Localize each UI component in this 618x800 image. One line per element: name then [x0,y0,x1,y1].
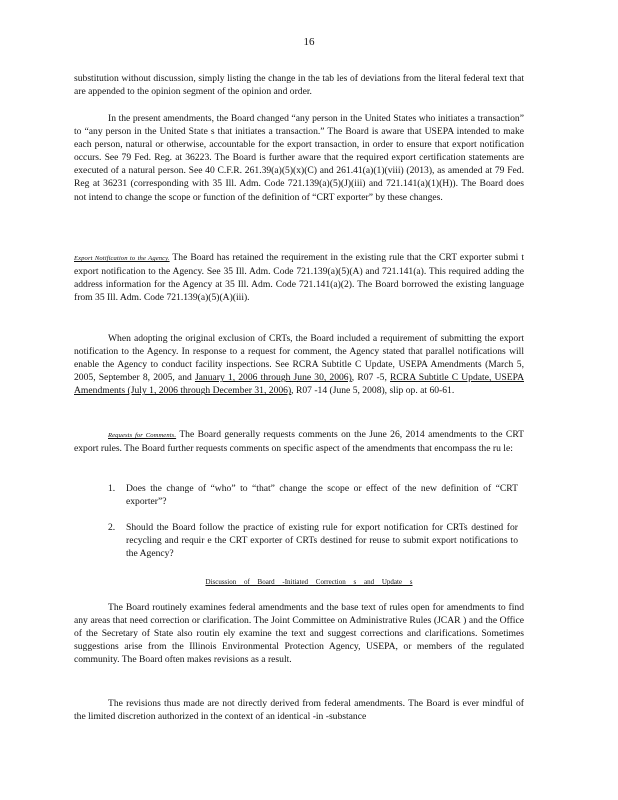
list-item [108,521,518,560]
citation-underlined-2: RCRA Subtitle C Update, USEPA Amendments (July 1, 2006 through December 31, 2006) [74,372,525,397]
heading-export-notification: Export Notification to the Agency. [74,255,170,262]
paragraph-requests-comments-text: The Board generally requests comments on the June 26, 2014 amendments to the CRT export rules. The Board further requests comments on specific aspect of the amendments that encompass the ru le: [74,429,525,455]
list-item [108,482,518,508]
list-item-number: 2. [108,522,116,534]
list-item-text: Does the change of “who” to “that” change the scope or effect of the new definition of “CRT exporter”? [126,483,518,508]
paragraph-revisions: The revisions thus made are not directly derived from federal amendments. The Board is ever mindful of the limited discretion authorized in the context of an identical -in -substance [74,698,524,723]
list-item-text: Should the Board follow the practice of existing rule for export notification for CRTs destined for recycling and requir e the CRT exporter of CRTs destined for reuse to submit export notifications to the Agency? [126,522,518,560]
section-heading: Discussion of Board -Initiated Correction s and Update s [205,578,413,586]
citation-underlined-1: January 1, 2006 through June 30, 2006) [194,372,352,384]
paragraph-export-notification [74,251,524,304]
paragraph-original-exclusion [74,332,524,397]
citation-docket-1: , R07 -5, [351,372,390,384]
question-list [108,482,518,560]
paragraph-export-notification-text: The Board has retained the requirement in the existing rule that the CRT exporter submi t export notification to the Agency. See 35 Ill. Adm. Code 721.139(a)(5)(A) and 721.141(a). This required adding the address information for the Agency at 35 Ill. Adm. Code 721.141(a)(2). The Board borrowed the existing language from 35 Ill. Adm. Code 721.139(a)(5)(A)(iii). [74,252,524,304]
page-number: 16 [303,36,315,48]
paragraph-substitution: substitution without discussion, simply listing the change in the tab les of deviations from the literal federal text that are appended to the opinion segment of the opinion and order. [74,73,524,98]
paragraph-routine-examination: The Board routinely examines federal amendments and the base text of rules open for amendments to find any areas that need correction or clarification. The Joint Committee on Administrative Rules (JCAR ) and the Office of the Secretary of State also routin ely examine the text and suggest corrections and clarifications. Sometimes suggestions arise from the Illinois Environmental Protection Agency, USEPA, or members of the regulated community. The Board often makes revisions as a result. [74,602,524,666]
paragraph-requests-comments [74,428,524,455]
original-exclusion-text: When adopting the original exclusion of CRTs, the Board included a requirement of submitting the export notification to the Agency. In response to a request for comment, the Agency stated that parallel notifications will enable the Agency to conduct facility inspections. See RCRA Subtitle C Update, USEPA Amendments (March 5, 2005, September 8, 2005, and [74,333,524,384]
paragraph-amendments: In the present amendments, the Board changed “any person in the United States who initiates a transaction” to “any person in the United State s that initiates a transaction.” The Board is aware that USEPA intended to make each person, natural or otherwise, accountable for the export transaction, in order to ensure that export notification occurs. See 79 Fed. Reg. at 36223. The Board is further aware that the required export certification statements are executed of a natural person. See 40 C.F.R. 261.39(a)(5)(x)(C) and 261.41(a)(1)(viii) (2013), as amended at 79 Fed. Reg at 36231 (corresponding with 35 Ill. Adm. Code 721.139(a)(5)(J)(iii) and 721.141(a)(1)(H)). The Board does not intend to change the scope or function of the definition of “CRT exporter” by these changes. [74,113,524,203]
list-item-number: 1. [108,483,116,494]
heading-requests-comments: Requests for Comments. [108,432,177,439]
citation-docket-2: , R07 -14 (June 5, 2008), slip op. at 60-61. [291,385,455,397]
